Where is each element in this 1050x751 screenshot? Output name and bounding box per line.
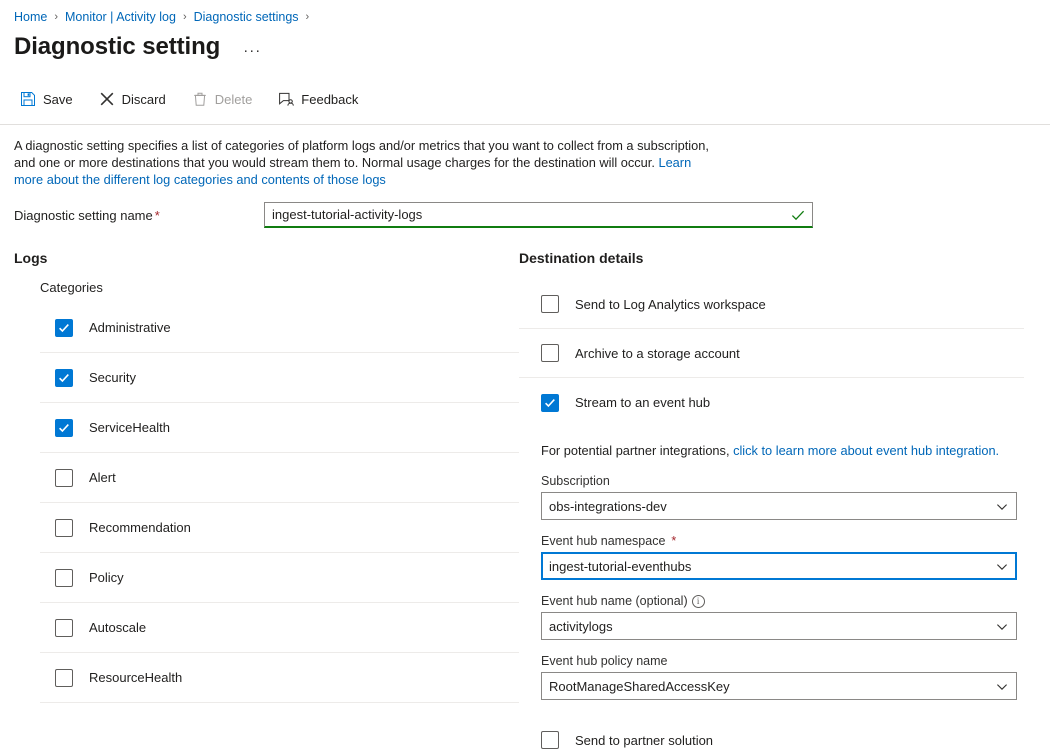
log-category-row[interactable] xyxy=(40,403,519,453)
required-marker: * xyxy=(671,534,677,548)
event-hub-policy-label-text: Event hub policy name xyxy=(541,654,668,668)
subscription-select[interactable] xyxy=(541,492,1017,520)
title-row xyxy=(0,26,1050,61)
categories-title: Categories xyxy=(40,280,103,295)
event-hub-integration-link[interactable]: click to learn more about event hub integration. xyxy=(733,443,1000,458)
event-hub-policy-selected-value: RootManageSharedAccessKey xyxy=(549,678,730,694)
destination-option-row[interactable] xyxy=(519,280,1024,329)
log-category-label: Security xyxy=(89,370,136,385)
destination-section-title: Destination details xyxy=(519,250,644,266)
log-categories-list xyxy=(40,303,519,703)
delete-button xyxy=(186,84,265,114)
diagnostic-setting-name-label xyxy=(14,208,264,223)
event-hub-namespace-label xyxy=(541,534,1024,548)
log-category-label: ServiceHealth xyxy=(89,420,170,435)
checkbox-stream-to-event-hub[interactable] xyxy=(541,394,559,412)
diagnostic-setting-name-row xyxy=(0,188,1050,228)
event-hub-namespace-selected-value: ingest-tutorial-eventhubs xyxy=(549,558,692,574)
event-hub-namespace-field-group xyxy=(541,534,1024,580)
checkbox-security[interactable] xyxy=(55,369,73,387)
feedback-icon xyxy=(278,91,294,107)
log-category-label: Recommendation xyxy=(89,520,191,535)
log-category-label: Administrative xyxy=(89,320,171,335)
partner-solution-section xyxy=(519,720,1024,751)
subscription-selected-value: obs-integrations-dev xyxy=(549,498,667,514)
checkbox-recommendation[interactable] xyxy=(55,519,73,537)
log-category-row[interactable] xyxy=(40,503,519,553)
logs-section-title: Logs xyxy=(14,250,48,266)
event-hub-namespace-select[interactable] xyxy=(541,552,1017,580)
subscription-select-wrap xyxy=(541,492,1017,520)
log-category-row[interactable] xyxy=(40,553,519,603)
breadcrumb-item-monitor-activity-log[interactable]: Monitor | Activity log xyxy=(65,10,176,24)
trash-icon xyxy=(192,91,208,107)
subscription-field-group xyxy=(541,474,1024,520)
command-bar xyxy=(0,79,1050,119)
event-hub-name-field-group xyxy=(541,594,1024,640)
more-options-button[interactable]: ··· xyxy=(243,42,262,59)
event-hub-policy-select-wrap xyxy=(541,672,1017,700)
checkbox-alert[interactable] xyxy=(55,469,73,487)
description-text xyxy=(0,125,730,188)
learn-more-link[interactable]: Learn more about the different log categories and contents of those logs xyxy=(14,155,692,187)
page-title: Diagnostic setting xyxy=(14,32,221,60)
event-hub-namespace-label-text: Event hub namespace xyxy=(541,534,666,548)
partner-integration-note xyxy=(541,443,1024,458)
log-category-row[interactable] xyxy=(40,653,519,703)
diagnostic-setting-name-label-text: Diagnostic setting name xyxy=(14,207,153,223)
event-hub-policy-field-group xyxy=(541,654,1024,700)
destination-option-row[interactable] xyxy=(519,329,1024,378)
checkbox-resourcehealth[interactable] xyxy=(55,669,73,687)
checkbox-servicehealth[interactable] xyxy=(55,419,73,437)
event-hub-name-select[interactable] xyxy=(541,612,1017,640)
delete-button-label: Delete xyxy=(214,91,253,107)
required-marker: * xyxy=(154,207,160,223)
event-hub-policy-label xyxy=(541,654,1024,668)
feedback-button-label: Feedback xyxy=(301,91,359,107)
log-category-row[interactable] xyxy=(40,603,519,653)
event-hub-name-selected-value: activitylogs xyxy=(549,618,613,634)
discard-button-label: Discard xyxy=(121,91,166,107)
checkbox-send-to-partner-solution[interactable] xyxy=(541,731,559,749)
event-hub-name-select-wrap xyxy=(541,612,1017,640)
breadcrumb-separator-icon: › xyxy=(54,11,59,23)
info-icon[interactable]: i xyxy=(692,595,705,608)
partner-solution-row[interactable] xyxy=(541,720,1024,751)
destination-option-row[interactable] xyxy=(519,378,1024,427)
breadcrumb xyxy=(0,0,1050,26)
breadcrumb-item-diagnostic-settings[interactable]: Diagnostic settings xyxy=(193,10,299,24)
destination-option-label: Stream to an event hub xyxy=(575,395,711,410)
checkbox-send-to-log-analytics[interactable] xyxy=(541,295,559,313)
event-hub-policy-select[interactable] xyxy=(541,672,1017,700)
save-button-label: Save xyxy=(43,91,73,107)
destination-column xyxy=(519,250,1024,751)
checkbox-administrative[interactable] xyxy=(55,319,73,337)
partner-solution-label: Send to partner solution xyxy=(575,732,714,748)
diagnostic-setting-name-input[interactable] xyxy=(264,202,813,228)
subscription-label-text: Subscription xyxy=(541,474,610,488)
feedback-button[interactable] xyxy=(272,84,370,114)
close-icon xyxy=(99,91,115,107)
breadcrumb-separator-icon: › xyxy=(305,11,310,23)
event-hub-panel xyxy=(519,427,1024,700)
log-category-label: Autoscale xyxy=(89,620,147,635)
log-category-label: Policy xyxy=(89,570,124,585)
breadcrumb-item-home[interactable]: Home xyxy=(14,10,48,24)
discard-button[interactable] xyxy=(93,84,178,114)
log-category-row[interactable] xyxy=(40,353,519,403)
logs-column xyxy=(14,250,519,751)
checkbox-archive-to-storage[interactable] xyxy=(541,344,559,362)
event-hub-name-label-text: Event hub name (optional) xyxy=(541,594,688,608)
log-category-label: ResourceHealth xyxy=(89,670,183,685)
diagnostic-setting-name-input-wrap xyxy=(264,202,813,228)
settings-body xyxy=(0,228,1050,751)
destination-option-label: Send to Log Analytics workspace xyxy=(575,296,766,312)
save-icon xyxy=(20,91,36,107)
checkbox-policy[interactable] xyxy=(55,569,73,587)
breadcrumb-separator-icon: › xyxy=(182,11,187,23)
destination-option-label: Archive to a storage account xyxy=(575,345,740,361)
checkbox-autoscale[interactable] xyxy=(55,619,73,637)
log-category-row[interactable] xyxy=(40,303,519,353)
event-hub-name-label xyxy=(541,594,1024,608)
save-button[interactable] xyxy=(14,84,85,114)
log-category-row[interactable] xyxy=(40,453,519,503)
log-category-label: Alert xyxy=(89,470,116,485)
partner-note-text: For potential partner integrations, xyxy=(541,443,734,458)
event-hub-namespace-select-wrap xyxy=(541,552,1017,580)
subscription-label xyxy=(541,474,1024,488)
description-body: A diagnostic setting specifies a list of categories of platform logs and/or metrics that you want to collect from a subscription, and one or more destinations that you would stream them to. Normal usage charges for the destination will occur. xyxy=(14,138,709,170)
